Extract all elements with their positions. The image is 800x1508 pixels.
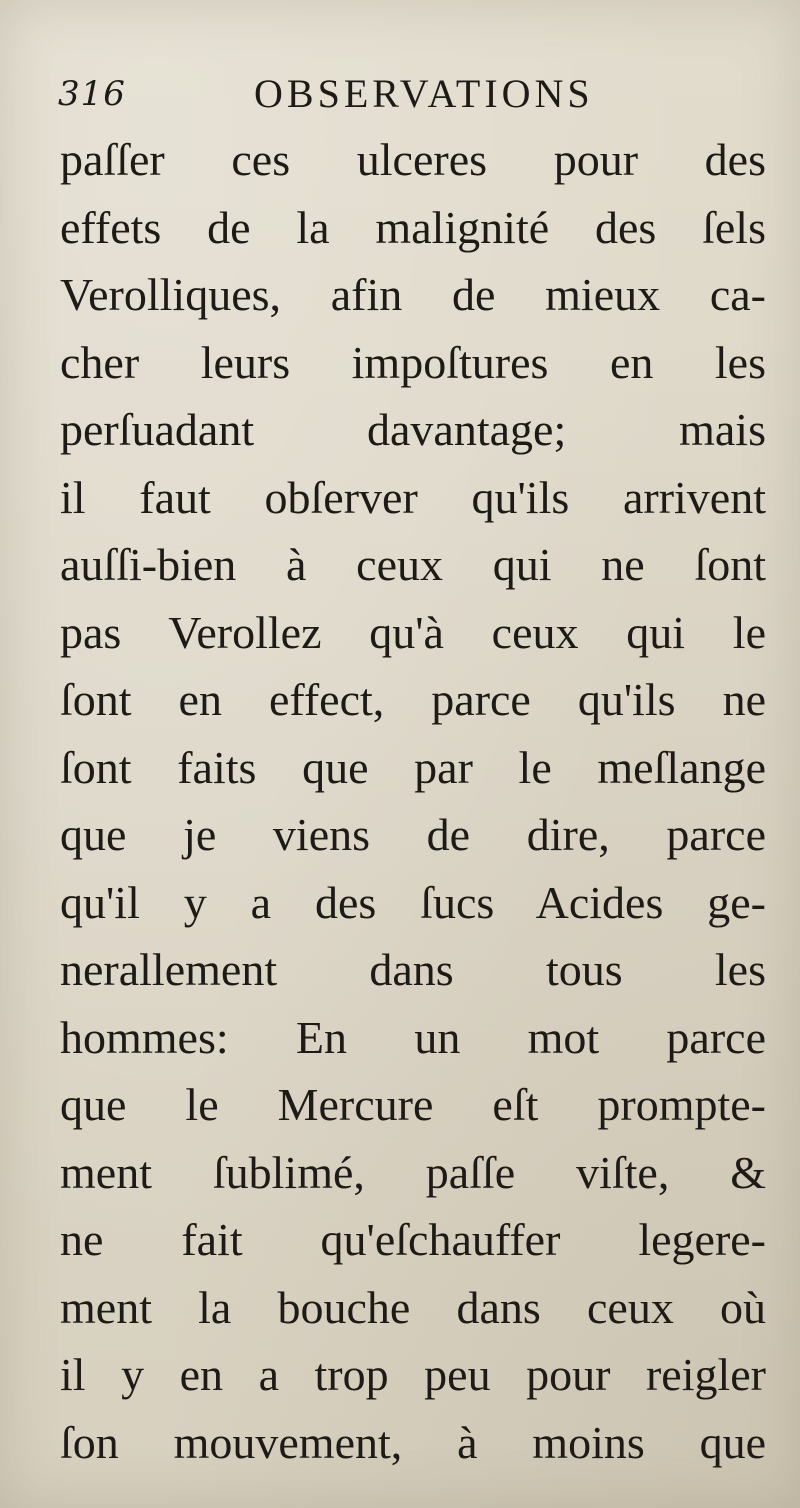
text-line: auſſi-bien à ceux qui ne ſont (60, 539, 766, 590)
text-line: effets de la malignité des ſels (60, 201, 766, 253)
text-line: cher leurs impoſtures en les (60, 336, 766, 388)
text-line: hommes: En un mot parce (60, 1011, 766, 1063)
text-line: que je viens de dire, parce (60, 809, 766, 860)
text-line: il y en a trop peu pour reigler (60, 1349, 766, 1400)
text-line: ment la bouche dans ceux où (60, 1281, 766, 1333)
text-line: nerallement dans tous les (60, 944, 766, 995)
text-line: ſont faits que par le meſlange (60, 741, 766, 793)
page-header (58, 70, 758, 124)
text-line: pas Verollez qu'à ceux qui le (60, 606, 766, 658)
text-line: ment ſublimé, paſſe viſte, & (60, 1146, 766, 1198)
text-line: qu'il y a des ſucs Acides ge- (60, 876, 766, 928)
page-number: 316 (58, 74, 126, 114)
text-line: que le Mercure eſt prompte- (60, 1079, 766, 1130)
running-head: OBSERVATIONS (254, 71, 594, 116)
text-line: ne fait qu'eſchauffer legere- (60, 1214, 766, 1265)
text-line: paſſer ces ulceres pour des (60, 134, 766, 185)
text-line: ſont en effect, parce qu'ils ne (60, 674, 766, 725)
text-line: Verolliques, afin de mieux ca- (60, 269, 766, 320)
body-text (60, 126, 766, 1476)
text-line: ſon mouvement, à moins que (60, 1416, 766, 1468)
text-line: il faut obſerver qu'ils arrivent (60, 471, 766, 523)
text-line: perſuadant davantage; mais (60, 404, 766, 455)
